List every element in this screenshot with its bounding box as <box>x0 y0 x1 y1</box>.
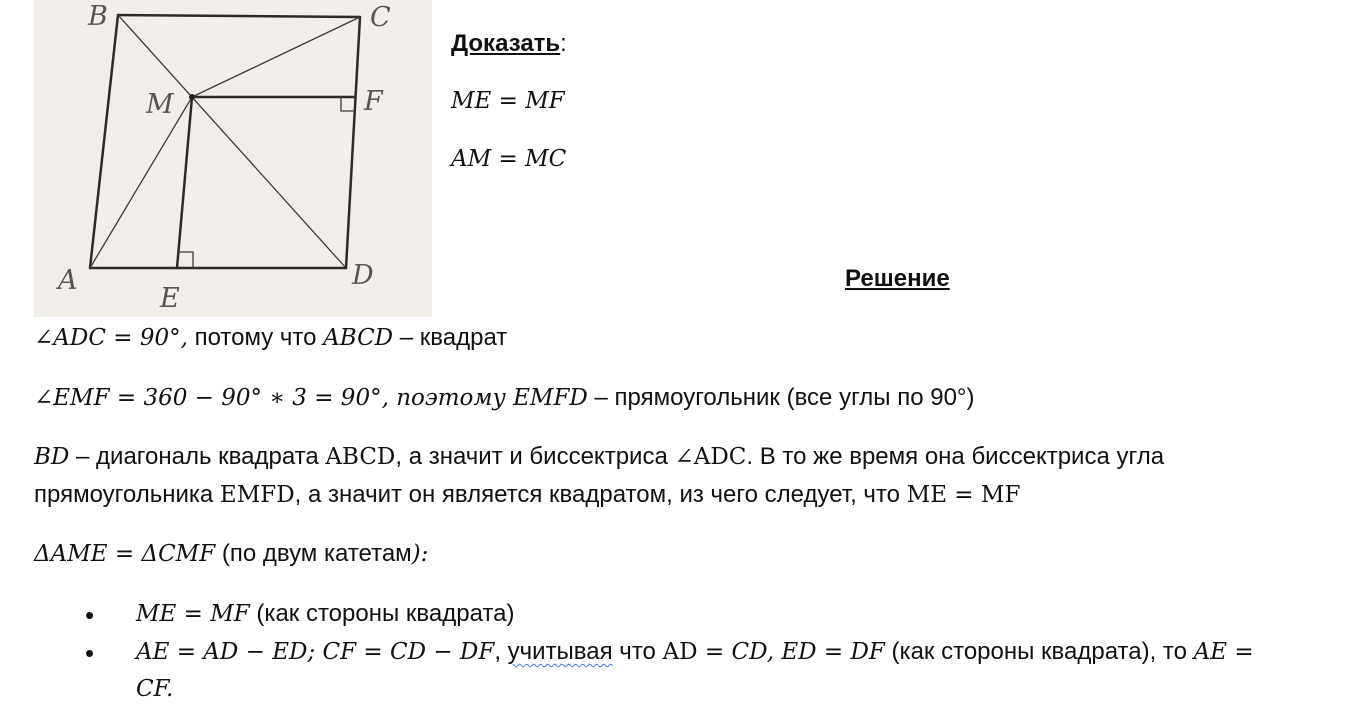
bullet-item-2-continued <box>136 675 173 703</box>
label-e: E <box>160 283 180 314</box>
prove-colon: : <box>560 30 567 57</box>
spellcheck-word[interactable]: учитывая <box>507 638 613 665</box>
bullet-2-text-2: что <box>612 638 663 665</box>
prove-statement-1: ME = MF <box>451 88 565 114</box>
bullet-marker-1: • <box>85 600 95 630</box>
solution-paragraph-3 <box>34 443 1164 471</box>
paragraph-1-text-2: – квадрат <box>393 324 508 351</box>
math-ae-cf-expr: AE = AD − ED; CF = CD − DF <box>136 639 495 665</box>
math-closing-paren: ): <box>411 541 429 567</box>
label-d: D <box>352 260 374 291</box>
math-me-mf-upright: ME = MF <box>906 482 1021 508</box>
solution-title: Решение <box>845 265 950 292</box>
math-bd: BD <box>34 444 70 470</box>
label-a: A <box>58 265 78 296</box>
math-abcd: ABCD <box>323 325 394 351</box>
solution-paragraph-3-continued <box>34 481 1020 509</box>
math-ae-equals: AE = <box>1193 639 1254 665</box>
label-m: M <box>146 89 174 120</box>
bullet-marker-2: • <box>85 638 95 668</box>
math-me-mf: ME = MF <box>136 601 250 627</box>
math-triangles-equal: ΔAME = ΔCMF <box>34 541 216 567</box>
square-diagram <box>34 0 432 317</box>
solution-paragraph-4 <box>34 540 428 568</box>
paragraph-2-text-1: – прямоугольник (все углы по 90°) <box>587 384 975 411</box>
math-angle-adc-upright: ∠ADC <box>674 444 747 470</box>
label-c: C <box>370 2 391 33</box>
solution-paragraph-1 <box>34 324 507 352</box>
bullet-2-text-3: (как стороны квадрата), то <box>884 638 1194 665</box>
bullet-item-2 <box>136 638 1254 666</box>
label-b: B <box>88 1 108 32</box>
paragraph-1-text-1: потому что <box>187 324 324 351</box>
bullet-1-text: (как стороны квадрата) <box>249 600 515 627</box>
math-cf: CF. <box>136 676 174 702</box>
prove-heading <box>451 30 567 58</box>
math-angle-emf: ∠EMF = 360 − 90° ∗ 3 = 90°, поэтому EMFD <box>34 385 588 411</box>
paragraph-3-text-2: , а значит и биссектриса <box>395 443 675 470</box>
math-abcd-upright: ABCD <box>325 444 396 470</box>
bullet-2-text-1: , <box>494 638 508 665</box>
label-f: F <box>364 86 383 117</box>
math-ad-upright: AD <box>662 639 698 665</box>
prove-title: Доказать <box>451 30 561 57</box>
paragraph-3b-text-1: прямоугольника <box>34 481 220 508</box>
solution-paragraph-2 <box>34 384 975 412</box>
prove-statement-2: AM = MC <box>451 146 567 172</box>
point-m <box>189 94 195 100</box>
math-cd-ed-df: = CD, ED = DF <box>697 639 885 665</box>
bullet-item-1 <box>136 600 514 628</box>
paragraph-3-text-1: – диагональ квадрата <box>69 443 326 470</box>
paragraph-3b-text-2: , а значит он является квадратом, из чего следует, что <box>294 481 907 508</box>
geometry-figure <box>34 0 432 317</box>
paragraph-3-text-3: . В то же время она биссектриса угла <box>746 443 1165 470</box>
paragraph-4-text-1: (по двум катетам <box>215 540 412 567</box>
math-angle-adc: ∠ADC = 90°, <box>34 325 188 351</box>
math-emfd-upright: EMFD <box>219 482 295 508</box>
